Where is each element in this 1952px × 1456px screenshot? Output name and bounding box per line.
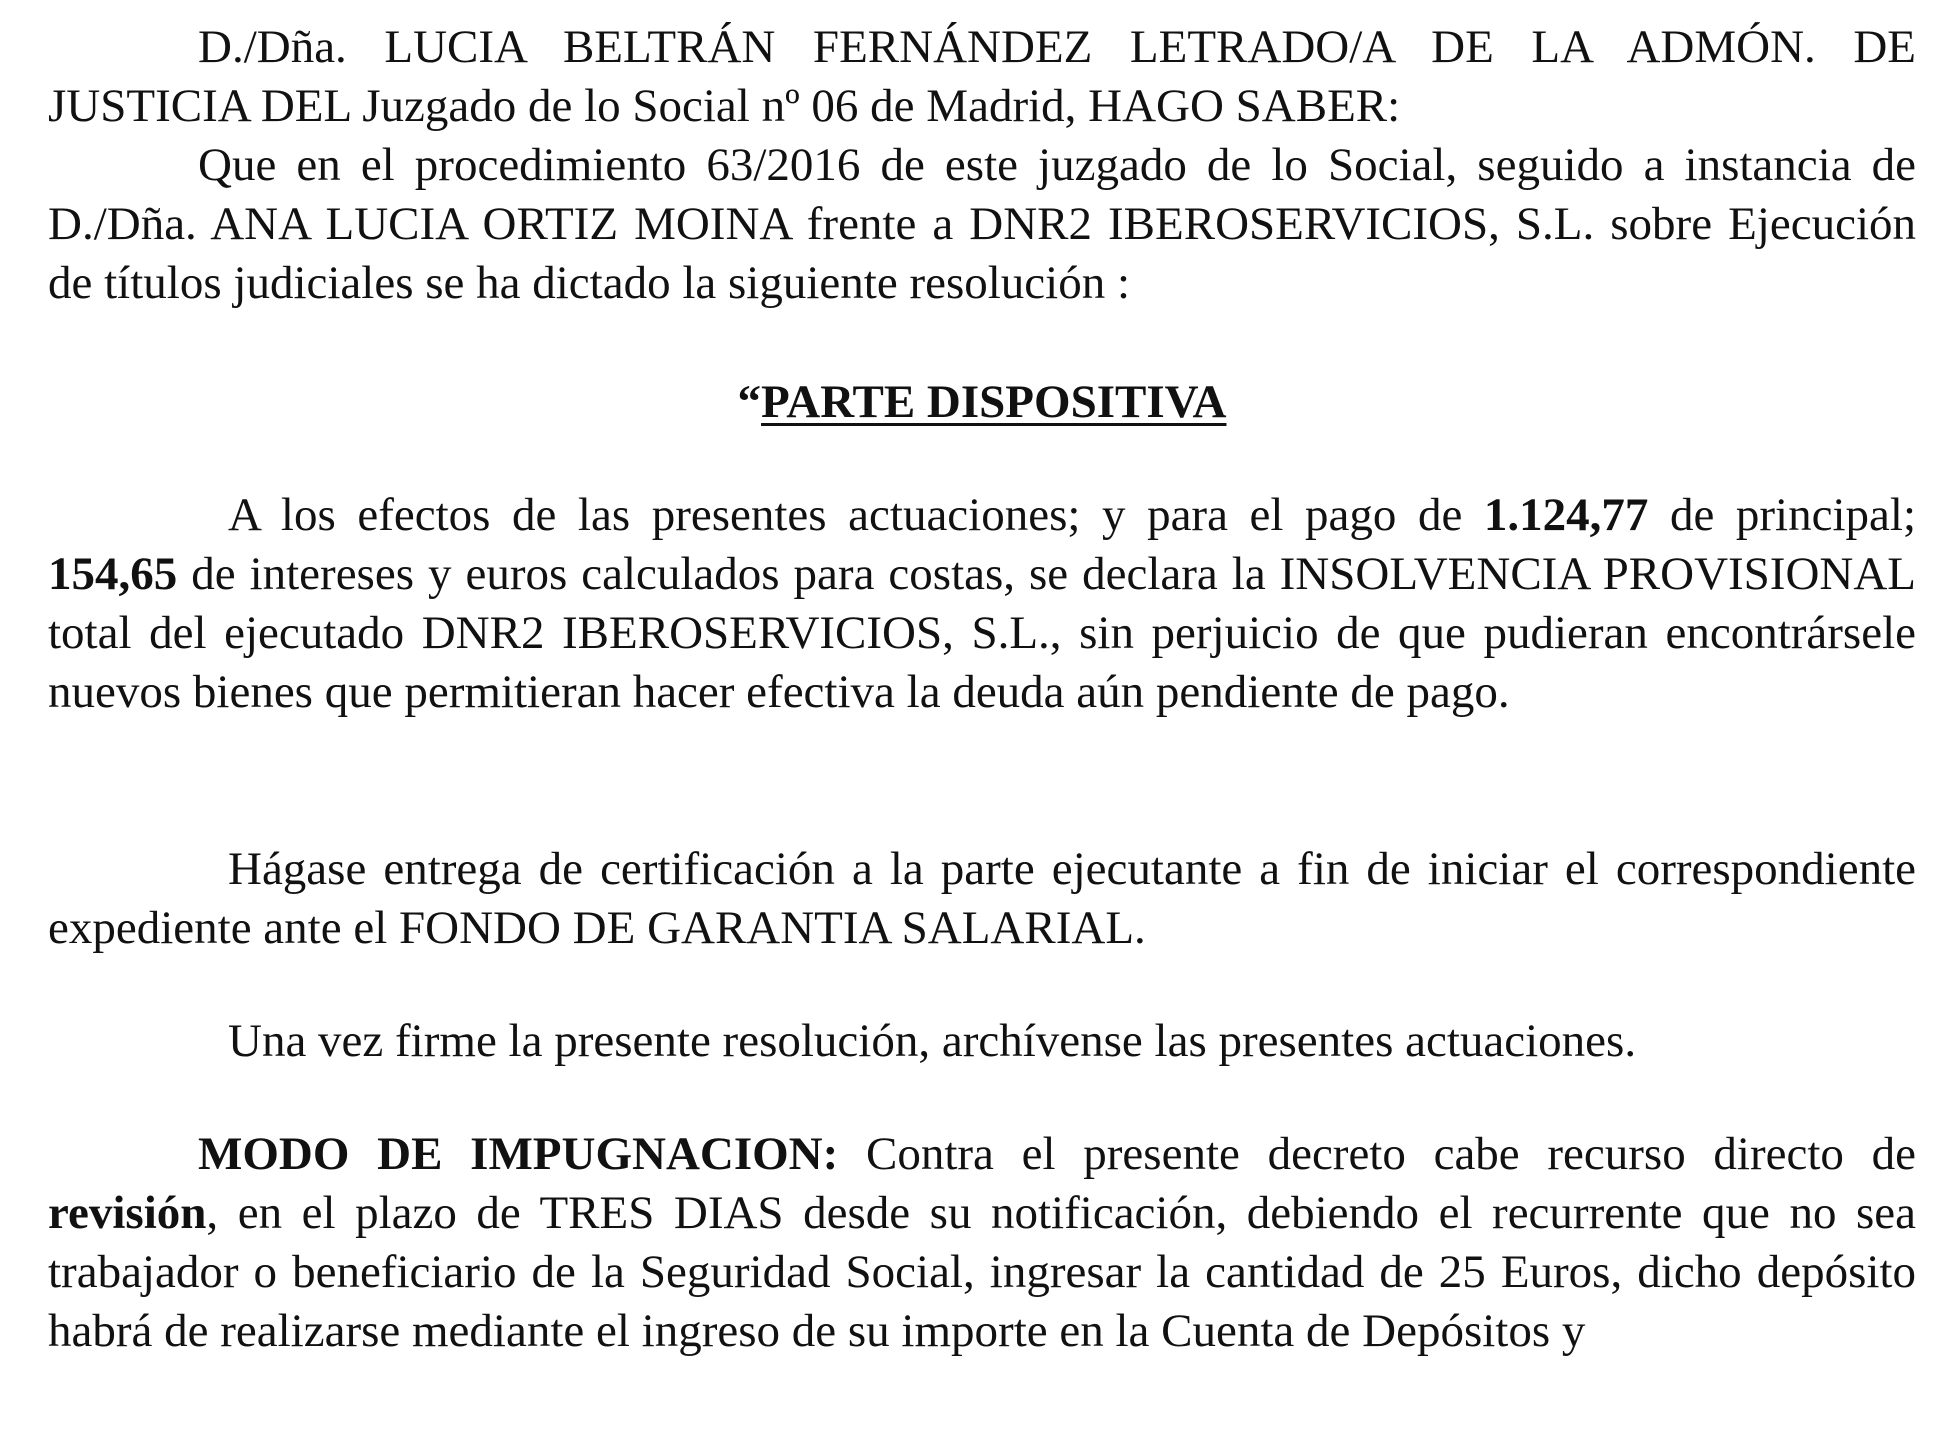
impugnation-paragraph xyxy=(48,1125,1916,1361)
procedure-paragraph xyxy=(48,136,1916,313)
impugnation-text-1: Contra el presente decreto cabe recurso directo de xyxy=(838,1128,1916,1180)
certification-text: Hágase entrega de certificación a la parte ejecutante a fin de iniciar el correspondiente expediente ante el FONDO DE GARANTIA SALARIAL. xyxy=(48,843,1916,954)
impugnation-text-2: , en el plazo de TRES DIAS desde su notificación, debiendo el recurrente que no sea trabajador o beneficiario de la Seguridad Social, ingresar la cantidad de 25 Euros, dicho depósito habrá de realizarse mediante el ingreso de su importe en la Cuenta de Depósitos y xyxy=(48,1187,1916,1357)
intro-text: D./Dña. LUCIA BELTRÁN FERNÁNDEZ LETRADO/A DE LA ADMÓN. DE JUSTICIA DEL Juzgado de lo Social nº 06 de Madrid, HAGO SABER: xyxy=(48,21,1916,132)
heading-quote: “ xyxy=(737,376,762,428)
document-page xyxy=(48,18,1916,1361)
insolvency-paragraph xyxy=(48,486,1916,722)
archive-paragraph xyxy=(48,1012,1916,1071)
section-heading xyxy=(48,373,1916,432)
interest-amount: 154,65 xyxy=(48,548,178,600)
heading-title: PARTE DISPOSITIVA xyxy=(761,376,1227,428)
insolvency-text-1: A los efectos de las presentes actuaciones; y para el pago de xyxy=(228,489,1484,541)
archive-text: Una vez firme la presente resolución, archívense las presentes actuaciones. xyxy=(228,1015,1637,1067)
procedure-text: Que en el procedimiento 63/2016 de este juzgado de lo Social, seguido a instancia de D./Dña. ANA LUCIA ORTIZ MOINA frente a DNR2 IBEROSERVICIOS, S.L. sobre Ejecución de títulos judiciales se ha dictado la siguiente resolución : xyxy=(48,139,1916,309)
intro-paragraph xyxy=(48,18,1916,136)
principal-amount: 1.124,77 xyxy=(1483,489,1649,541)
revision-term: revisión xyxy=(48,1187,207,1239)
insolvency-text-2: de principal; xyxy=(1648,489,1917,541)
insolvency-text-3: de intereses y euros calculados para costas, se declara la INSOLVENCIA PROVISIONAL total del ejecutado DNR2 IBEROSERVICIOS, S.L., sin perjuicio de que pudieran encontrársele nuevos bienes que permitieran hacer efectiva la deuda aún pendiente de pago. xyxy=(48,548,1916,718)
impugnation-label: MODO DE IMPUGNACION: xyxy=(198,1128,839,1180)
certification-paragraph xyxy=(48,840,1916,958)
